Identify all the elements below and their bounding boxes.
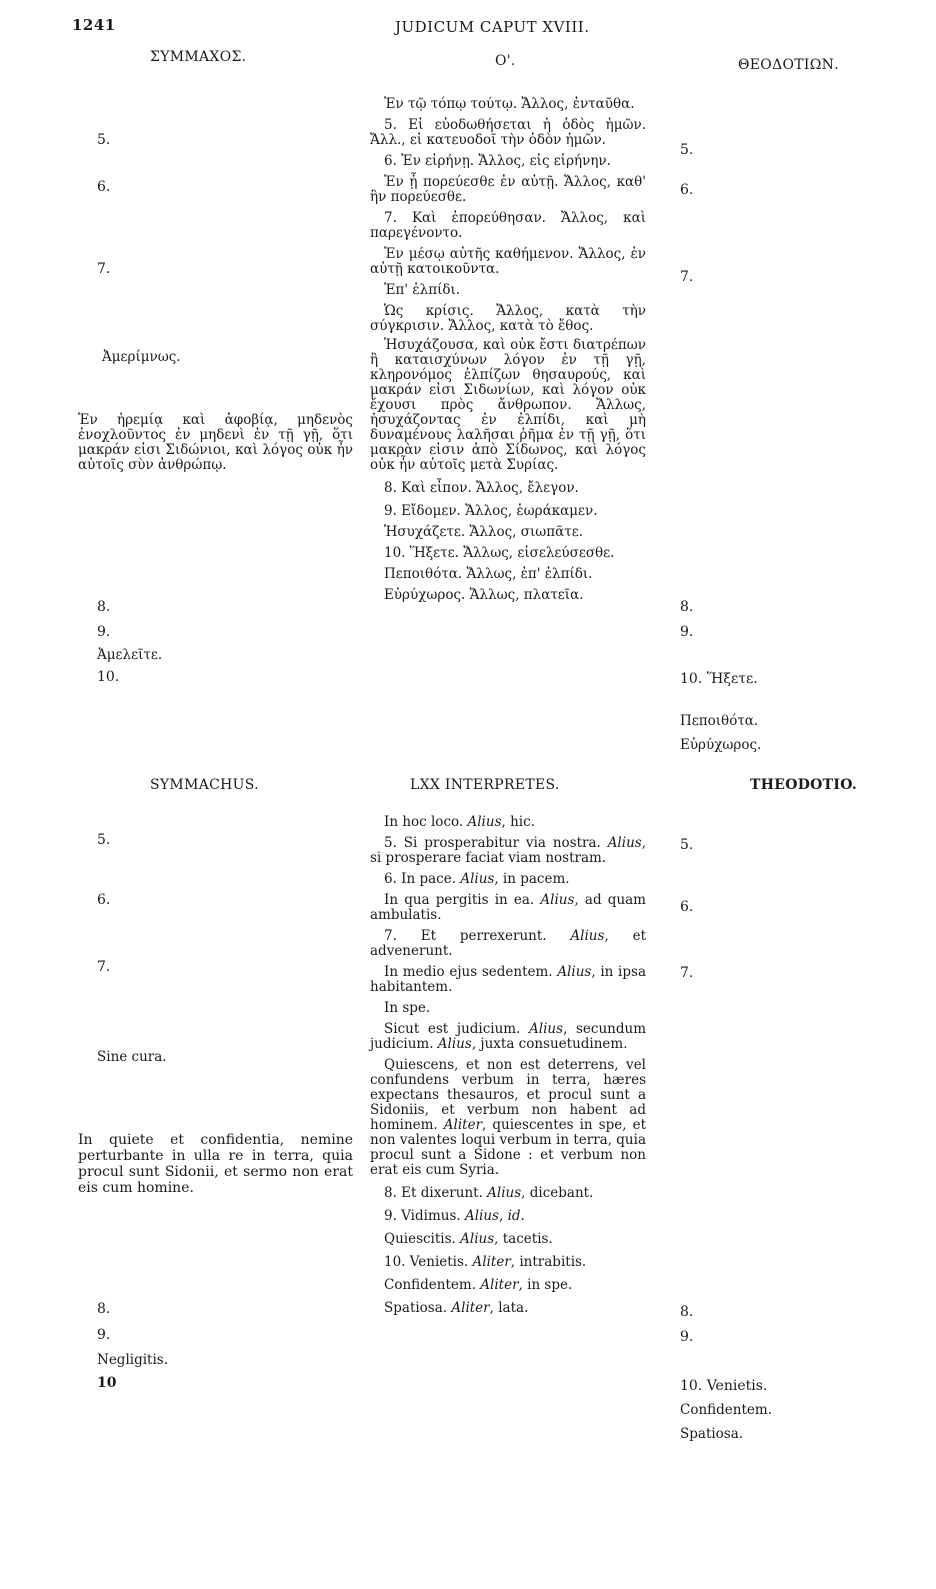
latin-left-verse-8: 8.	[97, 1301, 111, 1317]
greek-left-ameleite: Ἀμελεῖτε.	[97, 647, 163, 663]
greek-right-verse-8: 8.	[680, 599, 694, 615]
greek-line: 5. Εἰ εὐοδωθήσεται ἡ ὁδὸς ἡμῶν. Ἄλλ., εἰ κατευοδοῖ τὴν ὁδὸν ἡμῶν.	[370, 117, 646, 148]
latin-left-verse-5: 5.	[97, 832, 111, 848]
latin-line: In spe.	[384, 1000, 431, 1016]
greek-left-amerimnos: Ἀμερίμνως.	[102, 349, 181, 365]
greek-lxx-title: Ο'.	[495, 53, 516, 69]
greek-line: Ἡσυχάζετε. Ἄλλος, σιωπᾶτε.	[384, 524, 584, 540]
latin-line: 6. In pace. Alius, in pacem.	[384, 871, 570, 887]
latin-left-verse-10: 10	[97, 1375, 117, 1391]
latin-line: Confidentem. Aliter, in spe.	[384, 1277, 573, 1293]
latin-left-negligitis: Negligitis.	[97, 1352, 169, 1368]
latin-line: In medio ejus sedentem. Alius, in ipsa habitantem.	[370, 964, 646, 995]
greek-line: Ὡς κρίσις. Ἄλλος, κατὰ τὴν σύγκρισιν. Ἄλλος, κατὰ τὸ ἔθος.	[370, 303, 646, 334]
greek-symmachus-title: ΣΥΜΜΑΧΟΣ.	[150, 49, 247, 65]
latin-line: 7. Et perrexerunt. Alius, et advenerunt.	[370, 928, 646, 959]
latin-line: In qua pergitis in ea. Alius, ad quam ambulatis.	[370, 892, 646, 923]
greek-line: Πεποιθότα. Ἄλλως, ἐπ' ἐλπίδι.	[384, 566, 593, 582]
greek-line: 10. Ἥξετε. Ἄλλως, εἰσελεύσεσθε.	[384, 545, 615, 561]
greek-left-verse-9: 9.	[97, 624, 111, 640]
greek-right-eurychoros: Εὐρύχωρος.	[680, 737, 762, 753]
latin-line: 9. Vidimus. Alius, id.	[384, 1208, 525, 1224]
latin-line: 10. Venietis. Aliter, intrabitis.	[384, 1254, 587, 1270]
latin-right-verse-9: 9.	[680, 1329, 694, 1345]
greek-right-verse-5: 5.	[680, 142, 694, 158]
greek-line: 9. Εἴδομεν. Ἄλλος, ἑωράκαμεν.	[384, 503, 598, 519]
greek-line: Ἐν μέσῳ αὐτῆς καθήμενον. Ἄλλος, ἐν αὐτῇ κατοικοῦντα.	[370, 246, 646, 277]
latin-lxx-title: LXX INTERPRETES.	[410, 777, 560, 793]
latin-left-verse-6: 6.	[97, 892, 111, 908]
latin-left-block: In quiete et confidentia, nemine perturbante in ulla re in terra, quia procul sunt Sidonii, et sermo non erat eis cum homine.	[78, 1132, 353, 1196]
greek-line: Ἐν τῷ τόπῳ τούτῳ. Ἄλλος, ἐνταῦθα.	[384, 96, 635, 112]
latin-line: 5. Si prosperabitur via nostra. Alius, si prosperare faciat viam nostram.	[370, 835, 646, 866]
greek-line: Ἐν ᾗ πορεύεσθε ἐν αὐτῇ. Ἄλλος, καθ' ἣν πορεύεσθε.	[370, 174, 646, 205]
greek-line: Ἡσυχάζουσα, καὶ οὐκ ἔστι διατρέπων ἢ καταισχύνων λόγον ἐν τῇ γῇ, κληρονόμος ἐλπίζων θησαυρούς, καὶ μακράν εἰσι Σιδωνίων, καὶ λόγον οὐκ ἔχουσι πρὸς ἄνθρωπον. Ἄλλως, ἡσυχάζοντας ἐν ἐλπίδι, καὶ μὴ δυναμένους λαλῆσαι ῥῆμα ἐν τῇ γῇ, ὅτι μακρὰν εἰσιν ἀπὸ Σίδωνος, καὶ λόγος οὐκ ἦν αὐτοῖς μετὰ Συρίας.	[370, 337, 646, 473]
greek-line: Ἐπ' ἐλπίδι.	[384, 282, 461, 298]
greek-line: Εὐρύχωρος. Ἄλλως, πλατεῖα.	[384, 587, 584, 603]
greek-line: 6. Ἐν εἰρήνῃ. Ἄλλος, εἰς εἰρήνην.	[384, 153, 611, 169]
greek-left-verse-10: 10.	[97, 669, 120, 685]
latin-right-verse-5: 5.	[680, 837, 694, 853]
greek-left-verse-7: 7.	[97, 261, 111, 277]
latin-theodotio-title: THEODOTIO.	[750, 777, 858, 793]
latin-right-verse-6: 6.	[680, 899, 694, 915]
latin-line: Spatiosa. Aliter, lata.	[384, 1300, 529, 1316]
running-title: JUDICUM CAPUT XVIII.	[395, 18, 590, 36]
latin-right-verse-8: 8.	[680, 1304, 694, 1320]
latin-left-verse-9: 9.	[97, 1327, 111, 1343]
greek-theodotion-title: ΘΕΟΔΟΤΙΩΝ.	[738, 57, 839, 73]
page-number: 1241	[72, 16, 116, 34]
greek-right-verse-10: 10. Ἥξετε.	[680, 671, 758, 687]
greek-line: 8. Καὶ εἶπον. Ἄλλος, ἔλεγον.	[384, 480, 579, 496]
latin-line: Sicut est judicium. Alius, secundum judicium. Alius, juxta consuetudinem.	[370, 1021, 647, 1052]
latin-symmachus-title: SYMMACHUS.	[150, 777, 259, 793]
latin-line: Quiescens, et non est deterrens, vel confundens verbum in terra, hæres expectans thesauros, et procul sunt a Sidoniis, et verbum non habent ad hominem. Aliter, quiescentes in spe, et non valentes loqui verbum in terra, quia procul sunt a Sidone : et verbum non erat eis cum Syria.	[370, 1057, 646, 1178]
latin-right-verse-7: 7.	[680, 965, 694, 981]
latin-right-spatiosa: Spatiosa.	[680, 1426, 744, 1442]
greek-right-verse-7: 7.	[680, 269, 694, 285]
latin-right-confidentem: Confidentem.	[680, 1402, 772, 1418]
greek-left-verse-6: 6.	[97, 179, 111, 195]
latin-lxx-column	[370, 815, 646, 1316]
greek-right-verse-9: 9.	[680, 624, 694, 640]
latin-left-verse-7: 7.	[97, 959, 111, 975]
greek-line: 7. Καὶ ἐπορεύθησαν. Ἄλλος, καὶ παρεγένοντο.	[370, 210, 646, 241]
latin-line: Quiescitis. Alius, tacetis.	[384, 1231, 553, 1247]
greek-lxx-column	[370, 97, 646, 603]
latin-line: 8. Et dixerunt. Alius, dicebant.	[384, 1185, 594, 1201]
greek-left-verse-8: 8.	[97, 599, 111, 615]
latin-right-verse-10: 10. Venietis.	[680, 1378, 768, 1394]
greek-left-verse-5: 5.	[97, 132, 111, 148]
greek-left-block: Ἐν ἠρεμίᾳ καὶ ἀφοβίᾳ, μηδενὸς ἐνοχλοῦντος ἐν μηδενὶ ἐν τῇ γῇ, ὅτι μακράν εἰσι Σιδώνιοι, καὶ λόγος οὐκ ἦν αὐτοῖς σὺν ἀνθρώπῳ.	[78, 412, 353, 473]
latin-left-sine-cura: Sine cura.	[97, 1049, 167, 1065]
greek-right-pepoithota: Πεποιθότα.	[680, 713, 759, 729]
latin-line: In hoc loco. Alius, hic.	[384, 814, 535, 830]
greek-right-verse-6: 6.	[680, 182, 694, 198]
